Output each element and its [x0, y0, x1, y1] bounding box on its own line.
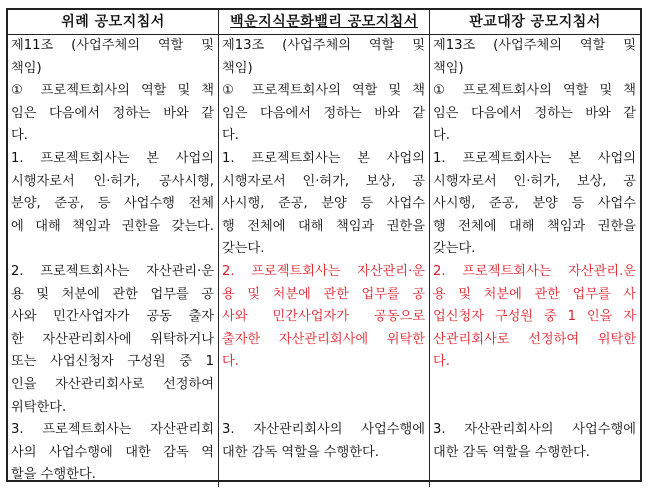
highlighted-text-line: 다.	[433, 354, 450, 370]
text-line: 한 자산관리회사에 위탁하거나	[11, 331, 214, 347]
text-line: 다.	[11, 128, 28, 144]
text-line: 2. 프로젝트회사는 자산관리·운	[11, 263, 214, 279]
text-line: 행 전체에 대해 책임과 권한을	[222, 218, 425, 234]
text-line: 제13조 (사업주체의 역할 및	[433, 38, 636, 53]
highlighted-text-line: 2. 프로젝트회사는 자산관리.운	[433, 263, 636, 279]
text-line: ① 프로젝트회사의 역할 및 책	[222, 83, 425, 99]
highlighted-text-line: 업신청자 구성원 중 1 인을 자	[433, 309, 636, 325]
text-line: 제11조 (사업주체의 역할 및	[11, 38, 214, 53]
header-baegun	[218, 10, 429, 34]
highlighted-text-line: 출자한 자산관리회사에 위탁한	[222, 331, 425, 347]
text-line: 제13조 (사업주체의 역할 및	[222, 38, 425, 53]
text-line: 3. 자산관리회사의 사업수행에	[433, 422, 636, 438]
text-line: 행 전체에 대해 책임과 권한을	[433, 218, 636, 234]
text-line: 대한 감독 역할을 수행한다.	[433, 444, 590, 460]
text-line: 책임)	[11, 60, 42, 76]
text-line: 시행자로서 인·허가, 보상, 공	[222, 173, 425, 189]
text-line: 갖는다.	[222, 241, 265, 257]
text-line: 다.	[222, 128, 239, 144]
header-label: 위례 공모지침서	[61, 14, 165, 30]
table-header-row	[8, 10, 640, 35]
text-line: 할을 수행한다.	[11, 467, 96, 483]
text-line: 3. 프로젝트회사는 자산관리회	[11, 422, 214, 438]
text-line: 임은 다음에서 정하는 바와 같	[433, 105, 636, 121]
text-line: 대한 감독 역할을 수행한다.	[222, 444, 379, 460]
highlighted-text-line: 용 및 처분에 관한 업무를 사	[433, 286, 636, 302]
text-line	[433, 374, 636, 397]
text-line: 사의 사업수행에 대한 감독 역	[11, 444, 214, 460]
text-line: 분양, 준공, 등 사업수행 전체	[11, 196, 214, 212]
text-line: 임은 다음에서 정하는 바와 같	[222, 105, 425, 121]
text-line: 사와 민간사업자가 공동 출자	[11, 309, 214, 325]
text-line: 책임)	[433, 60, 464, 76]
header-pangyo-daejang	[429, 10, 640, 34]
text-line: 1. 프로젝트회사는 본 사업의	[433, 150, 636, 166]
text-line: 에 대해 책임과 권한을 갖는다.	[11, 218, 214, 234]
column-pangyo-daejang	[429, 35, 640, 487]
highlighted-text-line: 다.	[222, 354, 239, 370]
header-wirye	[8, 10, 218, 34]
text-line	[11, 238, 214, 261]
table-body-row	[8, 35, 640, 487]
column-wirye	[8, 35, 218, 487]
highlighted-text-line: 산관리회사로 선정하여 위탁한	[433, 331, 636, 347]
text-line: 1. 프로젝트회사는 본 사업의	[222, 150, 425, 166]
text-line: 3. 자산관리회사의 사업수행에	[222, 422, 425, 438]
text-line: 사시행, 준공, 분양 등 사업수	[222, 196, 425, 212]
text-line	[433, 397, 636, 420]
highlighted-text-line: 사와 민간사업자가 공동으로	[222, 309, 425, 325]
text-line: 갖는다.	[433, 241, 476, 257]
highlighted-text-line: 2. 프로젝트회사는 자산관리·운	[222, 263, 425, 279]
text-line: 또는 사업신청자 구성원 중 1	[11, 354, 214, 370]
text-line: 시행자로서 인·허가, 보상, 공	[433, 173, 636, 189]
text-line: ① 프로젝트회사의 역할 및 책	[433, 83, 636, 99]
text-line: 용 및 처분에 관한 업무를 공	[11, 286, 214, 302]
text-line: ① 프로젝트회사의 역할 및 책	[11, 83, 214, 99]
header-label: 백운지식문화밸리 공모지침서	[230, 14, 418, 30]
text-line: 책임)	[222, 60, 253, 76]
header-label: 판교대장 공모지침서	[469, 14, 601, 30]
text-line: 1. 프로젝트회사는 본 사업의	[11, 150, 214, 166]
comparison-table	[6, 8, 642, 482]
highlighted-text-line: 용 및 처분에 관한 업무를 공	[222, 286, 425, 302]
text-line	[222, 374, 425, 397]
text-line: 다.	[433, 128, 450, 144]
text-line: 임은 다음에서 정하는 바와 같	[11, 105, 214, 121]
text-line	[222, 397, 425, 420]
text-line: 인을 자산관리회사로 선정하여	[11, 376, 214, 392]
column-baegun	[218, 35, 429, 487]
text-line: 시행자로서 인·허가, 공사시행,	[11, 173, 214, 189]
text-line: 사시행, 준공, 분양 등 사업수	[433, 196, 636, 212]
text-line: 위탁한다.	[11, 399, 67, 415]
